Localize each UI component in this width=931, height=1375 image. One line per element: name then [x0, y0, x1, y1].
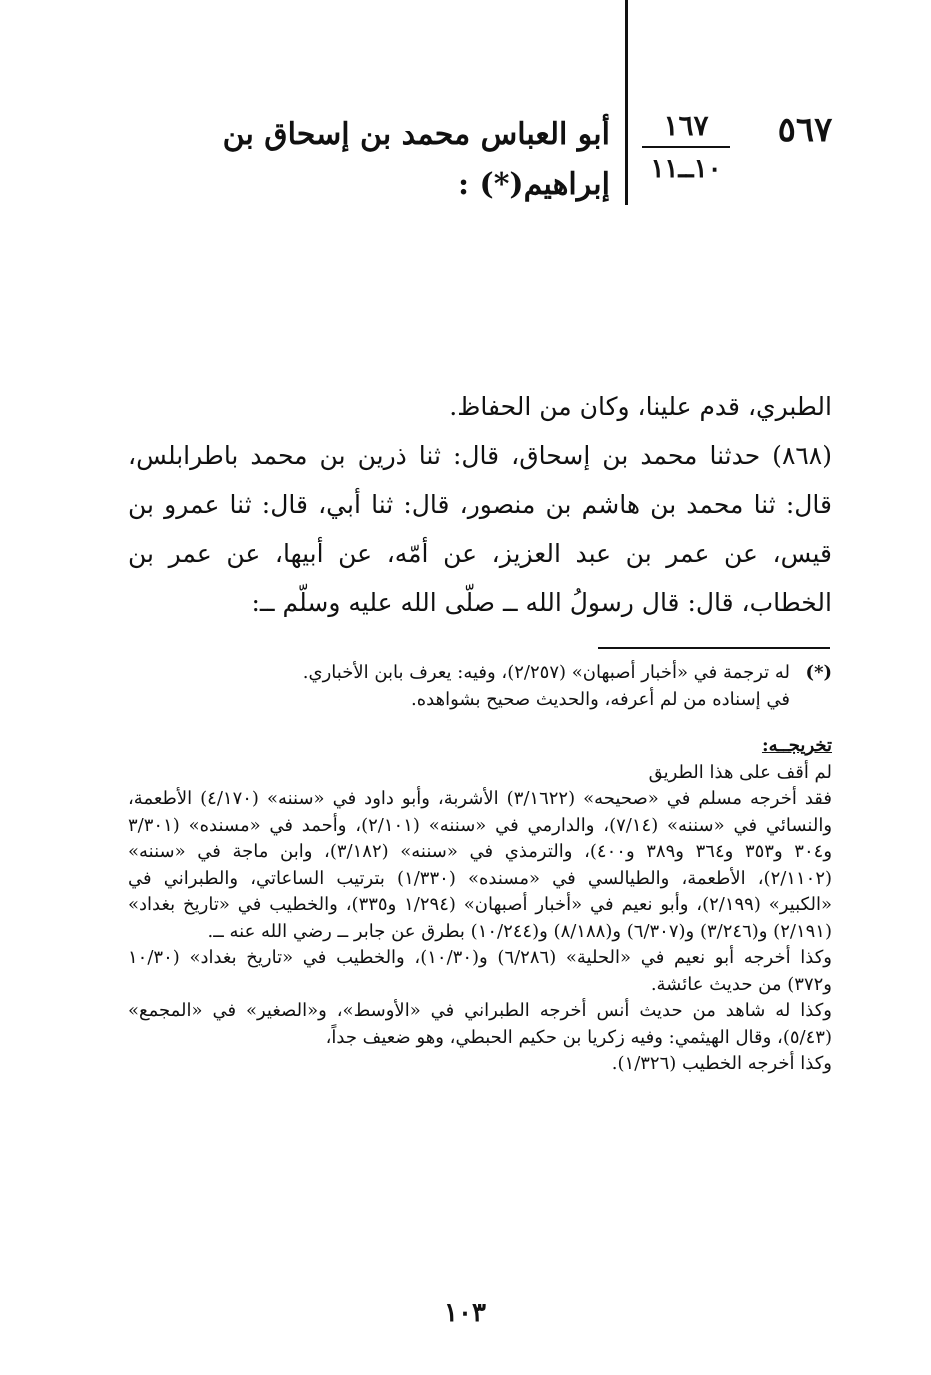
entry-title-line-1: أبو العباس محمد بن إسحاق بن: [222, 117, 610, 152]
header-divider-line: [625, 0, 628, 205]
main-paragraph-2: (٨٦٨) حدثنا محمد بن إسحاق، قال: ثنا ذرين بن محمد باطرابلس، قال: ثنا محمد بن هاشم بن منصور، قال: ثنا أبي، قال: ثنا عمرو بن قيس، عن عمر بن عبد العزيز، عن أمّه، عن أبيها، عن عمر بن الخطاب، قال: قال رسولُ الله ــ صلّى الله عليه وسلّم ــ:: [128, 441, 832, 617]
fraction-bar: [642, 146, 730, 148]
main-text: [128, 382, 832, 627]
footnote-marker: (*): [805, 662, 832, 683]
takhrij-paragraph-4: وكذا له شاهد من حديث أنس أخرجه الطبراني في «الأوسط»، و«الصغير» في «المجمع» (٥/٤٣)، وقال الهيثمي: وفيه زكريا بن حكيم الحبطي، وهو ضعيف جداً،: [128, 1000, 832, 1048]
takhrij-paragraph-5: وكذا أخرجه الخطيب (١/٣٢٦).: [611, 1053, 832, 1074]
entry-title: [210, 110, 610, 210]
takhrij-heading: تخريجــه:: [761, 735, 832, 756]
fraction-bottom: ١٠ــ١١: [650, 154, 722, 184]
footnote-line-1: له ترجمة في «أخبار أصبهان» (٢/٢٥٧)، وفيه: يعرف بابن الأخباري.: [302, 662, 790, 683]
takhrij-paragraph-3: وكذا أخرجه أبو نعيم في «الحلية» (٦/٢٨٦) و(١٠/٣٠)، والخطيب في «تاريخ بغداد» (١٠/٣٠ و٣٧٢) من حديث عائشة.: [128, 947, 832, 995]
takhrij-paragraph-1: لم أقف على هذا الطريق: [648, 761, 832, 783]
entry-fraction: [636, 108, 736, 186]
fraction-top: ١٦٧: [663, 109, 709, 142]
page-number: ١٠٣: [444, 1298, 486, 1328]
entry-number: ٥٦٧: [777, 110, 833, 150]
takhrij-paragraph-2: فقد أخرجه مسلم في «صحيحه» (٣/١٦٢٢) الأشربة، وأبو داود في «سننه» (٤/١٧٠) الأطعمة، والنسائي في «سننه» (٧/١٤)، والدارمي في «سننه» (٢/١٠١)، وأحمد في «مسنده» (٣/٣٠١ و٣٠٤ و٣٥٣ و٣٦٤ و٣٨٩ و٤٠٠)، والترمذي في «سننه» (٣/١٨٢)، وابن ماجة في «سننه» (٢/١١٠٢)، الأطعمة، والطيالسي في «مسنده» (١/٣٣٠) بترتيب الساعاتي، والطبراني في «الكبير» (٢/١٩٩)، وأبو نعيم في «أخبار أصبهان» (١/٢٩٤ و٣٣٥)، والخطيب في «تاريخ بغداد» (٢/١٩١) و(٣/٢٤٦) و(٦/٣٠٧) و(٨/١٨٨) و(١٠/٢٤٤) بطرق عن جابر ــ رضي الله عنه ــ.: [128, 788, 833, 942]
footnote-star: [128, 660, 832, 713]
entry-title-line-2: إبراهيم(*) :: [457, 167, 610, 202]
footnote-separator: [598, 647, 830, 649]
footnote-body: [128, 660, 790, 713]
main-paragraph-1: الطبري، قدم علينا، وكان من الحفاظ.: [449, 392, 832, 421]
footnote-line-2: في إسناده من لم أعرفه، والحديث صحيح بشواهده.: [411, 688, 790, 710]
footnotes: [128, 660, 832, 1078]
